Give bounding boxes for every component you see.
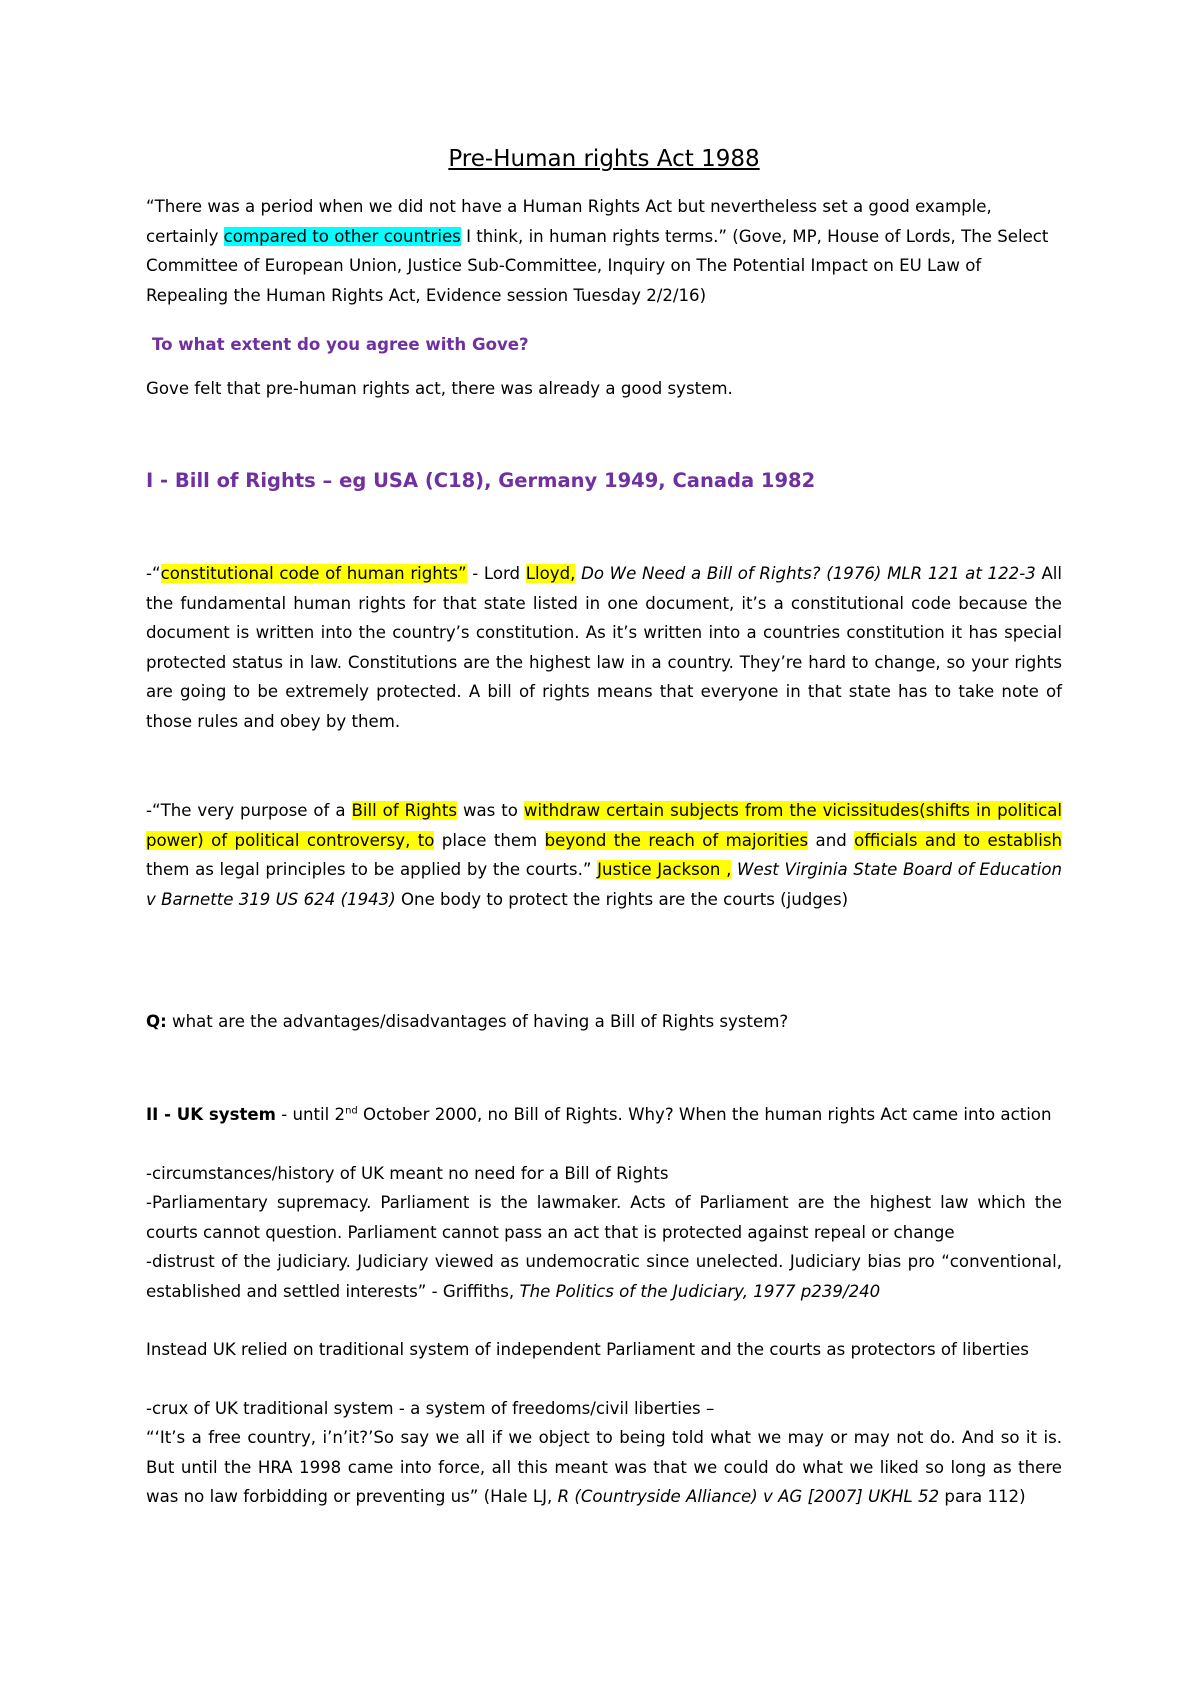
jackson-highlight-5: Justice Jackson , [597,860,732,879]
section-2-line-1: -circumstances/history of UK meant no need for a Bill of Rights [146,1164,669,1183]
q-label: Q: [146,1012,167,1031]
lloyd-text-1: -“ [146,564,161,583]
section-2-heading: II - UK system [146,1105,276,1124]
jackson-citation: West Virginia State Board of Education v Barnette 319 US 624 (1943) [146,860,1062,909]
section-2-line-2: -Parliamentary supremacy. Parliament is the lawmaker. Acts of Parliament are the highest law which the courts cannot question. Parliament cannot pass an act that is protected against repeal or change [146,1193,1062,1242]
lloyd-paragraph [146,559,1062,736]
gove-answer: Gove felt that pre-human rights act, there was already a good system. [146,379,733,398]
gove-quote-text-2: I think, in human rights terms.” (Gove, MP, House of Lords, The Select Committee of European Union, Justice Sub-Committee, Inquiry on The Potential Impact on EU Law of Repealing the Human Rights Act, Evidence session Tuesday 2/2/16) [146,226,1049,305]
lloyd-text-2: - Lord [466,564,526,583]
griffiths-citation: The Politics of the Judiciary, 1977 p239/240 [519,1281,881,1301]
jackson-text-3: place them [434,830,545,850]
section-2-line-3 [146,1247,1062,1306]
hale-text-1: “‘It’s a free country, i’n’it?’So say we all if we object to being told what we may or may not do. And so it is. But until the HRA 1998 came into force, all this meant was that we could do what we liked so long as there was no law forbidding or preventing us” (Hale LJ, [146,1428,1062,1506]
hale-citation: R (Countryside Alliance) v AG [2007] UKHL 52 [557,1487,940,1506]
jackson-text-5: them as legal principles to be applied by the courts.” [146,860,598,879]
lloyd-text-4: All the fundamental human rights for that state listed in one document, it’s a constitutional code because the document is written into the country’s constitution. As it’s written into a countries constitution it has special protected status in law. Constitutions are the highest law in a country. They’re hard to change, so your rights are going to be extremely protected. A bill of rights means that everyone in that state has to take note of those rules and obey by them. [146,564,1063,731]
section-2-line-4: Instead UK relied on traditional system of independent Parliament and the courts as protectors of liberties [146,1340,1029,1359]
hale-quote [146,1423,1062,1512]
lloyd-citation: Do We Need a Bill of Rights? (1976) MLR 121 at 122-3 [581,564,1036,583]
section-2-line-5: -crux of UK traditional system - a system of freedoms/civil liberties – [146,1399,715,1418]
griffiths-text: -distrust of the judiciary. Judiciary viewed as undemocratic since unelected. Judiciary bias pro “conventional, established and settled interests” - Griffiths, [146,1252,1062,1301]
jackson-highlight-2: withdraw certain subjects from the vicissitudes(shifts in political power) of political controversy, to [146,801,1063,850]
section-2-text-2: October 2000, no Bill of Rights. Why? When the human rights Act came into action [357,1105,1052,1124]
jackson-highlight-3: beyond the reach of majorities [544,830,809,850]
section-2-sup: nd [345,1105,358,1117]
jackson-highlight-4: officials and to establish [854,830,1062,850]
jackson-text-4: and [808,830,855,850]
section-2-intro [146,1100,1062,1130]
section-2-text-1: - until 2 [275,1105,346,1124]
lloyd-highlight-1: constitutional code of human rights” [160,564,467,583]
page-title: Pre-Human rights Act 1988 [448,146,760,172]
q-paragraph [146,1007,1062,1037]
question-heading: To what extent do you agree with Gove? [152,335,529,354]
jackson-text-1: -“The very purpose of a [146,801,352,820]
section-1-heading: I - Bill of Rights – eg USA (C18), Germany 1949, Canada 1982 [146,469,816,492]
jackson-text-2: was to [456,801,524,820]
gove-quote-highlight: compared to other countries [223,226,461,246]
hale-text-2: para 112) [939,1487,1026,1506]
q-text: what are the advantages/disadvantages of having a Bill of Rights system? [166,1012,789,1031]
jackson-text-7: One body to protect the rights are the courts (judges) [395,889,849,909]
jackson-highlight-1: Bill of Rights [351,801,457,820]
lloyd-highlight-2: Lloyd, [525,564,576,583]
gove-quote-text-1: “There was a period when we did not have a Human Rights Act but nevertheless set a good example, certainly [146,197,992,246]
jackson-paragraph [146,796,1062,914]
gove-quote [146,192,1062,310]
